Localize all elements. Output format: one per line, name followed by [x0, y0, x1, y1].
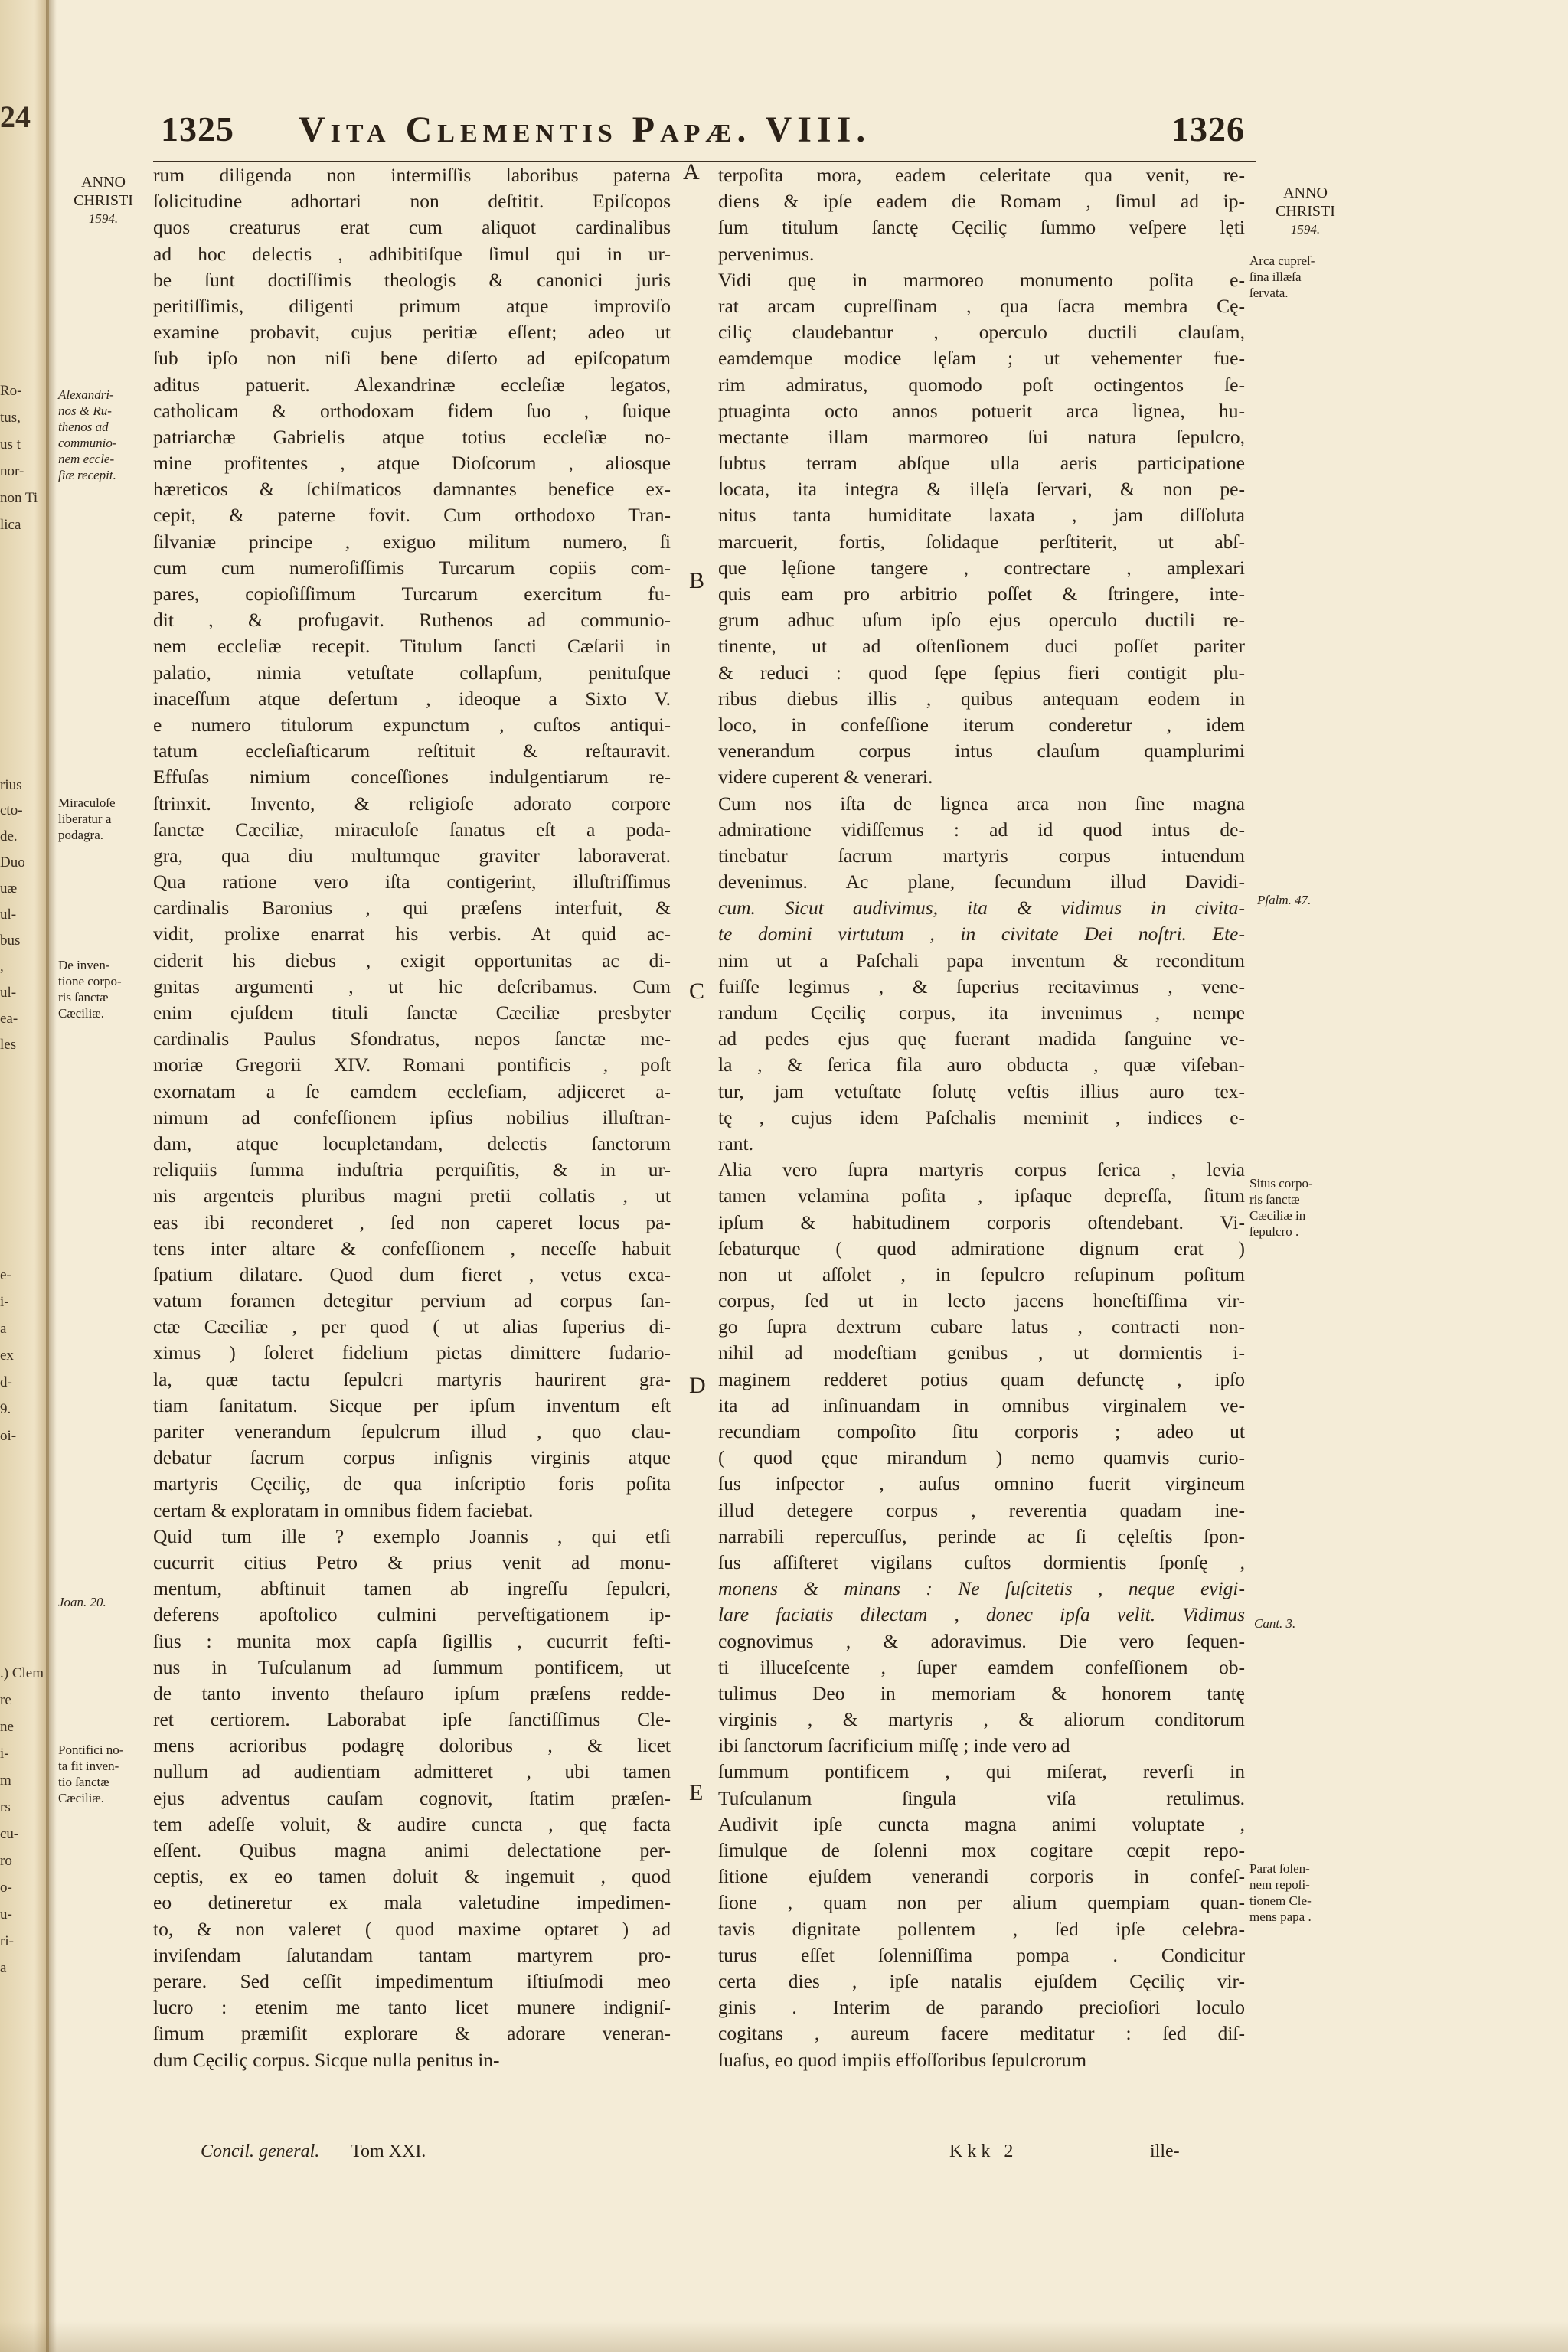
previous-page-fragment: lica [0, 517, 21, 533]
text-line: locata, ita integra & illęſa ſervari, & non pe- [718, 478, 1245, 501]
note-line: nos & Ru- [58, 403, 112, 418]
margin-note-parat [1250, 1860, 1312, 1925]
text-line: ſilvaniæ principe , exiguo militum numero, ſi [153, 530, 671, 553]
text-line: tem adeſſe voluit, & audire cuncta , quę facta [153, 1812, 671, 1835]
text-line: debatur ſacrum corpus inſignis virginis atque [153, 1446, 671, 1469]
text-line: venerandum corpus intus clauſum quamplurimi [718, 740, 1245, 763]
text-line: illud detegere corpus , reverentia quadam ine- [718, 1498, 1245, 1521]
previous-page-fragment: cu- [0, 1826, 19, 1842]
text-line: inaceſſum atque deſertum , ideoque a Sixto V. [153, 687, 671, 710]
text-line: ad hoc delectis , adhibitiſque ſimul qui in ur- [153, 242, 671, 265]
note-line: tionem Cle- [1250, 1893, 1312, 1908]
footer-signature: Kkk 2 [949, 2141, 1018, 2161]
text-line: ciderit his diebus , exigit opportunitas ac di- [153, 949, 671, 972]
christi-label: CHRISTI [74, 192, 133, 209]
text-line: reliquiis ſumma induſtria perquiſitis, & in ur- [153, 1158, 671, 1181]
text-line: ret certiorem. Laborabat ipſe ſanctiſſimus Cle- [153, 1708, 671, 1731]
previous-page-fragment: d- [0, 1374, 12, 1390]
text-line: ti illuceſcente , ſuper eamdem confeſſionem ob- [718, 1655, 1245, 1678]
text-line: ximus ) ſoleret fidelium pietas dimittere ſudario- [153, 1341, 671, 1364]
text-line: tens inter altare & confeſſionem , neceſſe habuit [153, 1236, 671, 1259]
text-line: quos creaturus erat cum aliquot cardinalibus [153, 216, 671, 239]
previous-page-fragment: bus [0, 933, 21, 949]
previous-page-fragment: oi- [0, 1428, 17, 1444]
text-line: diens & ipſe eadem die Romam , ſimul ad ip- [718, 190, 1245, 213]
note-line: ris ſanctæ [58, 990, 109, 1004]
text-line: marcuerit, fortis, ſolidaque perſtiterit, ut abſ- [718, 530, 1245, 553]
previous-page-fragment: ri- [0, 1933, 14, 1949]
text-line: pares, copioſiſſimum Turcarum exercitum fu- [153, 583, 671, 605]
text-line: Effuſas nimium conceſſiones indulgentiarum re- [153, 766, 671, 789]
previous-page-fragment: re [0, 1692, 11, 1708]
text-line: ad pedes ejus quę fuerant madida ſanguine ve- [718, 1027, 1245, 1050]
anno-label: ANNO [1283, 185, 1328, 201]
text-line: videre cuperent & venerari. [718, 766, 933, 789]
text-line: e numero titulorum expunctum , cuſtos antiqui- [153, 713, 671, 736]
text-line: ibi ſanctorum ſacrificium miſſę ; inde vero ad [718, 1734, 1070, 1757]
text-line: to, & non valeret ( quod maxime optaret ) ad [153, 1917, 671, 1940]
text-line: loco, in confeſſione iterum conderetur , idem [718, 713, 1245, 736]
text-line: ſanctæ Cæciliæ, miraculoſe ſanatus eſt a poda- [153, 818, 671, 841]
text-line: ribus diebus illis , quibus antequam eodem in [718, 687, 1245, 710]
text-line: cognovimus , & adoravimus. Die vero ſequen- [718, 1629, 1245, 1652]
text-line: cum cum numeroſiſſimis Turcarum copiis com- [153, 556, 671, 579]
text-line: rant. [718, 1132, 754, 1155]
previous-page-fragment: cto- [0, 802, 23, 818]
note-line: podagra. [58, 828, 104, 842]
text-line: catholicam & orthodoxam fidem ſuo , ſuique [153, 399, 671, 422]
previous-page-fragment: e- [0, 1267, 11, 1283]
text-line: lare faciatis dilectam , donec ipſa velit. Vidimus [718, 1603, 1245, 1626]
text-line: ciliç claudebantur , operculo ductili clauſam, [718, 321, 1245, 344]
text-line: nullum ad audientiam admitteret , ubi tamen [153, 1760, 671, 1783]
text-line: ſub ipſo non niſi bene diſerto ad epiſcopatum [153, 347, 671, 370]
text-line: ſione , quam non per alium quempiam quan- [718, 1891, 1245, 1914]
margin-note-psalm: Pſalm. 47. [1257, 893, 1312, 907]
text-line: ctæ Cæciliæ , per quod ( ut alias ſuperius di- [153, 1315, 671, 1338]
previous-page-fragment: i- [0, 1746, 9, 1762]
previous-page-fragment: les [0, 1037, 17, 1053]
text-line: Cum nos iſta de lignea arca non ſine magna [718, 792, 1245, 815]
text-line: eamdemque modice lęſam ; ut vehementer fue- [718, 347, 1245, 370]
note-line: ta fit inven- [58, 1759, 119, 1773]
note-line: Cæciliæ in [1250, 1208, 1306, 1223]
text-line: ejus adventus cauſam cognovit, ſtatim præſen- [153, 1786, 671, 1809]
note-line: communio- [58, 436, 117, 450]
text-line: go ſupra dextrum cubare latus , contracti non- [718, 1315, 1245, 1338]
text-line: ( quod ęque mirandum ) nemo quamvis curio- [718, 1446, 1245, 1469]
text-line: eas ibi reconderet , ſed non caperet locus pa- [153, 1210, 671, 1233]
note-line: tio ſanctæ [58, 1775, 109, 1789]
text-line: nihil ad modeſtiam genibus , ut dormientis i- [718, 1341, 1245, 1364]
text-line: ſubtus terram abſque ulla aeris participatione [718, 452, 1245, 475]
previous-page-fragment: ex [0, 1348, 14, 1364]
text-line: Audivit ipſe cuncta magna animi voluptate , [718, 1812, 1245, 1835]
previous-page-fragment: 9. [0, 1401, 11, 1417]
text-line: ſummum pontificem , qui miſerat, reverſi in [718, 1760, 1245, 1783]
text-line: lucro : etenim me tanto licet munere indigniſ- [153, 1996, 671, 2019]
text-line: mentum, abſtinuit tamen ab ingreſſu ſepulcri, [153, 1577, 671, 1600]
text-line: nim ut a Paſchali papa inventum & reconditum [718, 949, 1245, 972]
note-line: Miraculoſe [58, 795, 116, 810]
text-line: nem eccleſiæ recepit. Titulum ſancti Cæſarii in [153, 635, 671, 658]
previous-page-fragment: tus, [0, 410, 21, 426]
anno-christi-left [54, 173, 153, 228]
page-number-right: 1326 [1171, 109, 1245, 149]
text-line: ſtrinxit. Invento, & religioſe adorato corpore [153, 792, 671, 815]
anno-year: 1594. [88, 211, 119, 226]
text-line: admiratione vidiſſemus : ad id quod intus de- [718, 818, 1245, 841]
text-line: certa dies , ipſe natalis ejuſdem Cęciliç vir- [718, 1969, 1245, 1992]
note-line: Alexandri- [58, 387, 114, 402]
text-line: enim ejuſdem tituli ſanctæ Cæciliæ presbyter [153, 1001, 671, 1024]
gutter-shadow [46, 0, 57, 2352]
text-line: peritiſſimis, diligenti primum atque improviſo [153, 294, 671, 317]
text-line: tavis dignitate pollentem , ſed ipſe celebra- [718, 1917, 1245, 1940]
note-line: ſervata. [1250, 286, 1289, 300]
previous-page-fragment: .) Clem [0, 1665, 44, 1681]
text-line: tiam ſanitatum. Sicque per ipſum inventum eſt [153, 1393, 671, 1416]
page-number-left: 1325 [161, 109, 234, 149]
text-line: terpoſita mora, eadem celeritate qua venit, re- [718, 164, 1245, 186]
text-line: ſius : munita mox capſa ſigillis , cucurrit feſti- [153, 1629, 671, 1652]
text-line: & reduci : quod ſępe ſępius fieri contigit plu- [718, 661, 1245, 684]
anno-label: ANNO [81, 174, 126, 191]
previous-page-fragment: rius [0, 777, 22, 793]
text-line: pervenimus. [718, 242, 815, 265]
text-line: recundiam compoſito ſitu corporis ; adeo ut [718, 1420, 1245, 1442]
text-line: ptuaginta octo annos potuerit arca lignea, hu- [718, 399, 1245, 422]
text-line: palatio, nimia vetuſtate collapſum, penituſque [153, 661, 671, 684]
text-line: ſolicitudine adhortari non deſtitit. Epiſcopos [153, 190, 671, 213]
text-line: eo detineretur ex mala valetudine impedimen- [153, 1891, 671, 1914]
margin-note-joan: Joan. 20. [58, 1595, 106, 1609]
previous-page-fragment: us t [0, 436, 21, 452]
text-line: aditus patuerit. Alexandrinæ eccleſiæ legatos, [153, 373, 671, 396]
text-line: gra, qua diu multumque graviter laboraverat. [153, 844, 671, 867]
text-line: pariter venerandum ſepulcrum illud , quo clau- [153, 1420, 671, 1442]
text-line: narrabili repercuſſus, perinde ac ſi cęleſtis ſpon- [718, 1524, 1245, 1547]
text-line: devenimus. Ac plane, ſecundum illud Davidi- [718, 871, 1245, 893]
previous-page-fragment: uæ [0, 880, 18, 897]
text-line: tę , cujus idem Paſchalis meminit , indices e- [718, 1106, 1245, 1129]
text-line: quis eam pro arbitrio poſſet & ſtringere, inte- [718, 583, 1245, 605]
previous-page-fragment: u- [0, 1906, 12, 1922]
previous-page-fragment: a [0, 1321, 7, 1337]
text-line: cogitans , aureum facere meditatur : ſed diſ- [718, 2022, 1245, 2045]
previous-page-fragment: ea- [0, 1011, 18, 1027]
margin-note-situs [1250, 1175, 1313, 1240]
margin-note-arca [1250, 253, 1315, 301]
note-line: Cæciliæ. [58, 1791, 104, 1805]
note-line: ſina illæſa [1250, 270, 1302, 284]
text-line: cucurrit citius Petro & prius venit ad monu- [153, 1550, 671, 1573]
text-line: que lęſione tangere , contrectare , amplexari [718, 556, 1245, 579]
text-line: ſebaturque ( quod admiratione dignum erat ) [718, 1236, 1245, 1259]
anno-year: 1594. [1290, 222, 1321, 237]
text-line: mens acrioribus podagrę doloribus , & licet [153, 1734, 671, 1757]
text-line: certam & exploratam in omnibus fidem faciebat. [153, 1498, 534, 1521]
left-text-column [153, 162, 671, 2073]
text-line: tinebatur ſacrum martyris corpus intuendum [718, 844, 1245, 867]
text-line: ita ad inſinuandam in omnibus virginalem ve- [718, 1393, 1245, 1416]
previous-page-fragment: i- [0, 1294, 9, 1310]
text-line: mectante illam marmoreo ſui natura ſepulcro, [718, 425, 1245, 448]
text-line: non ut aſſolet , in ſepulcro reſupinum poſitum [718, 1263, 1245, 1285]
previous-page-fragment: rs [0, 1799, 11, 1815]
previous-page-fragment: non Ti [0, 490, 38, 506]
text-line: nitus tanta humiditate laxata , jam diſſoluta [718, 504, 1245, 527]
text-line: corpus, ſed ut in lecto jacens honeſtiſſima vir- [718, 1289, 1245, 1312]
text-line: ſus aſſiſteret vigilans cuſtos dormientis ſponſę , [718, 1550, 1245, 1573]
text-line: maginem redderet potius quam defunctę , ipſo [718, 1367, 1245, 1390]
text-line: examine probavit, cujus peritiæ eſſent; adeo ut [153, 321, 671, 344]
right-text-column [718, 162, 1245, 2073]
text-line: cepit, & paterne fovit. Cum orthodoxo Tran- [153, 504, 671, 527]
text-line: rum diligenda non intermiſſis laboribus paterna [153, 164, 671, 186]
footer-catchword: ille- [1150, 2141, 1180, 2161]
running-title: Vita Clementis Papæ. VIII. [299, 109, 871, 150]
section-letter-a: A [683, 159, 700, 185]
previous-page-fragment: 24 [0, 100, 31, 134]
section-letter-b: B [689, 568, 705, 593]
text-line: eſſent. Quibus magna animi delectatione per- [153, 1839, 671, 1861]
text-line: hæreticos & ſchiſmaticos damnantes benefice ex- [153, 478, 671, 501]
previous-page-fragment: ro [0, 1853, 12, 1869]
note-line: liberatur a [58, 812, 112, 826]
text-line: ſimum præmiſit explorare & adorare veneran- [153, 2022, 671, 2045]
text-line: randum Cęciliç corpus, ita invenimus , nempe [718, 1001, 1245, 1024]
text-line: dam, atque locupletandam, delectis ſanctorum [153, 1132, 671, 1155]
previous-page-fragment: ne [0, 1719, 14, 1735]
margin-note-de-inventione [58, 957, 122, 1021]
text-line: dit , & profugavit. Ruthenos ad communio- [153, 609, 671, 632]
text-line: Vidi quę in marmoreo monumento poſita e- [718, 268, 1245, 291]
text-line: ſus inſpector , auſus omnino fuerit virgineum [718, 1472, 1245, 1495]
text-line: ginis . Interim de parando precioſiori loculo [718, 1996, 1245, 2019]
bottom-shadow [0, 2321, 1568, 2352]
section-letter-c: C [689, 978, 705, 1004]
text-line: grum adhuc uſum ipſo ejus operculo ductili re- [718, 609, 1245, 632]
previous-page-fragment: m [0, 1772, 11, 1788]
section-letter-e: E [689, 1780, 704, 1805]
text-line: cum. Sicut audivimus, ita & vidimus in civita- [718, 897, 1245, 920]
text-line: turus eſſet ſolenniſſima pompa . Condicitur [718, 1943, 1245, 1966]
text-line: nus in Tuſculanum ad ſummum pontificem, ut [153, 1655, 671, 1678]
text-line: nimum ad confeſſionem ipſius nobilius illuſtran- [153, 1106, 671, 1129]
text-line: deferens apoſtolico culmini perveſtigationem ip- [153, 1603, 671, 1626]
margin-note-cant: Cant. 3. [1254, 1616, 1296, 1631]
text-line: tur, jam vetuſtate ſolutę veſtis illius auro tex- [718, 1080, 1245, 1102]
note-line: De inven- [58, 958, 110, 972]
margin-note-miraculose [58, 795, 116, 843]
text-line: ſpatium dilatare. Quod dum fieret , vetus exca- [153, 1263, 671, 1285]
text-line: be ſunt doctiſſimis theologis & canonici juris [153, 268, 671, 291]
text-line: rim admiratus, quomodo poſt octingentos ſe- [718, 373, 1245, 396]
note-line: ris ſanctæ [1250, 1192, 1300, 1207]
note-line: ſiæ recepit. [58, 468, 116, 482]
note-line: Cæciliæ. [58, 1006, 104, 1021]
text-line: tatum eccleſiaſticarum reſtituit & reſtauravit. [153, 740, 671, 763]
previous-page-fragment: ul- [0, 906, 17, 923]
previous-page-fragment: nor- [0, 463, 24, 479]
note-line: Arca cupreſ- [1250, 253, 1315, 268]
text-line: perare. Sed ceſſit impedimentum iſtiuſmodi meo [153, 1969, 671, 1992]
note-line: thenos ad [58, 420, 109, 434]
text-line: ceptis, ex eo tamen doluit & ingemuit , quod [153, 1865, 671, 1888]
previous-page-fragment: a [0, 1960, 7, 1976]
text-line: martyris Cęciliç, de qua inſcriptio foris poſita [153, 1472, 671, 1495]
text-line: ſitione ejuſdem venerandi corporis in confeſ- [718, 1865, 1245, 1888]
text-line: gnitas argumenti , ut hic deſcribamus. Cum [153, 975, 671, 998]
text-line: tinente, ut ad oſtenſionem duci poſſet pariter [718, 635, 1245, 658]
margin-note-alexandrini [58, 387, 116, 483]
previous-page-edge [0, 0, 49, 2352]
note-line: tione corpo- [58, 974, 122, 988]
text-line: Qua ratione vero iſta contigerint, illuſtriſſimus [153, 871, 671, 893]
running-header [161, 109, 1325, 158]
text-line: mine profitentes , atque Dioſcorum , aliosque [153, 452, 671, 475]
text-line: virginis , & martyris , & aliorum conditorum [718, 1708, 1245, 1731]
text-line: cardinalis Baronius , qui præſens interfuit, & [153, 897, 671, 920]
text-line: la, quæ tactu ſepulcri martyris haurirent gra- [153, 1367, 671, 1390]
note-line: Situs corpo- [1250, 1176, 1313, 1191]
section-letter-d: D [689, 1373, 706, 1398]
note-line: nem repoſi- [1250, 1877, 1310, 1892]
text-line: tamen velamina poſita , ipſaque depreſſa, ſitum [718, 1184, 1245, 1207]
text-line: Tuſculanum ſingula viſa retulimus. [718, 1786, 1245, 1809]
text-line: patriarchæ Gabrielis atque totius eccleſiæ no- [153, 425, 671, 448]
text-line: ſuaſus, eo quod impiis effoſſoribus ſepulcrorum [718, 2048, 1087, 2071]
text-line: moriæ Gregorii XIV. Romani pontificis , poſt [153, 1054, 671, 1076]
text-line: dum Cęciliç corpus. Sicque nulla penitus in- [153, 2048, 500, 2071]
previous-page-fragment: , [0, 959, 4, 975]
note-line: Pontifici no- [58, 1743, 124, 1757]
christi-label: CHRISTI [1276, 203, 1335, 220]
text-line: ſimulque de ſolenni mox cogitare cœpit repo- [718, 1839, 1245, 1861]
text-line: vidit, prolixe enarrat his verbis. At quid ac- [153, 923, 671, 946]
note-line: mens papa . [1250, 1909, 1312, 1924]
text-line: monens & minans : Ne ſuſcitetis , neque evigi- [718, 1577, 1245, 1600]
note-line: ſepulcro . [1250, 1224, 1299, 1239]
text-line: de tanto invento theſauro ipſum præſens redde- [153, 1681, 671, 1704]
margin-note-pontifici [58, 1742, 123, 1806]
previous-page-fragment: o- [0, 1880, 12, 1896]
previous-page-fragment: de. [0, 828, 18, 844]
previous-page-fragment: Ro- [0, 383, 22, 399]
text-line: fuiſſe legimus , & ſuperius recitavimus , vene- [718, 975, 1245, 998]
text-line: nis argenteis pluribus magni pretii collatis , ut [153, 1184, 671, 1207]
previous-page-fragment: Duo [0, 854, 25, 871]
text-line: ſum titulum ſanctę Cęciliç ſummo veſpere lęti [718, 216, 1245, 239]
text-line: Quid tum ille ? exemplo Joannis , qui etſi [153, 1524, 671, 1547]
text-line: vatum foramen detegitur pervium ad corpus ſan- [153, 1289, 671, 1312]
text-line: rat arcam cupreſſinam , qua ſacra membra Cę- [718, 294, 1245, 317]
text-line: la , & ſerica fila auro obducta , quæ viſeban- [718, 1054, 1245, 1076]
text-line: te domini virtutum , in civitate Dei noſtri. Ete- [718, 923, 1245, 946]
text-line: exornatam a ſe eamdem eccleſiam, adjiceret a- [153, 1080, 671, 1102]
text-line: ipſum & habitudinem corporis oſtendebant. Vi- [718, 1210, 1245, 1233]
note-line: nem eccle- [58, 452, 115, 466]
note-line: Parat ſolen- [1250, 1861, 1310, 1876]
text-line: inviſendam ſalutandam tantam martyrem pro- [153, 1943, 671, 1966]
anno-christi-right [1256, 184, 1355, 239]
text-line: cardinalis Paulus Sfondratus, nepos ſanctæ me- [153, 1027, 671, 1050]
text-line: tulimus Deo in memoriam & honorem tantę [718, 1681, 1245, 1704]
footer-tome: Tom XXI. [351, 2141, 426, 2161]
text-line: Alia vero ſupra martyris corpus ſerica , levia [718, 1158, 1245, 1181]
footer-source: Concil. general. [201, 2141, 320, 2161]
previous-page-fragment: ul- [0, 985, 17, 1001]
